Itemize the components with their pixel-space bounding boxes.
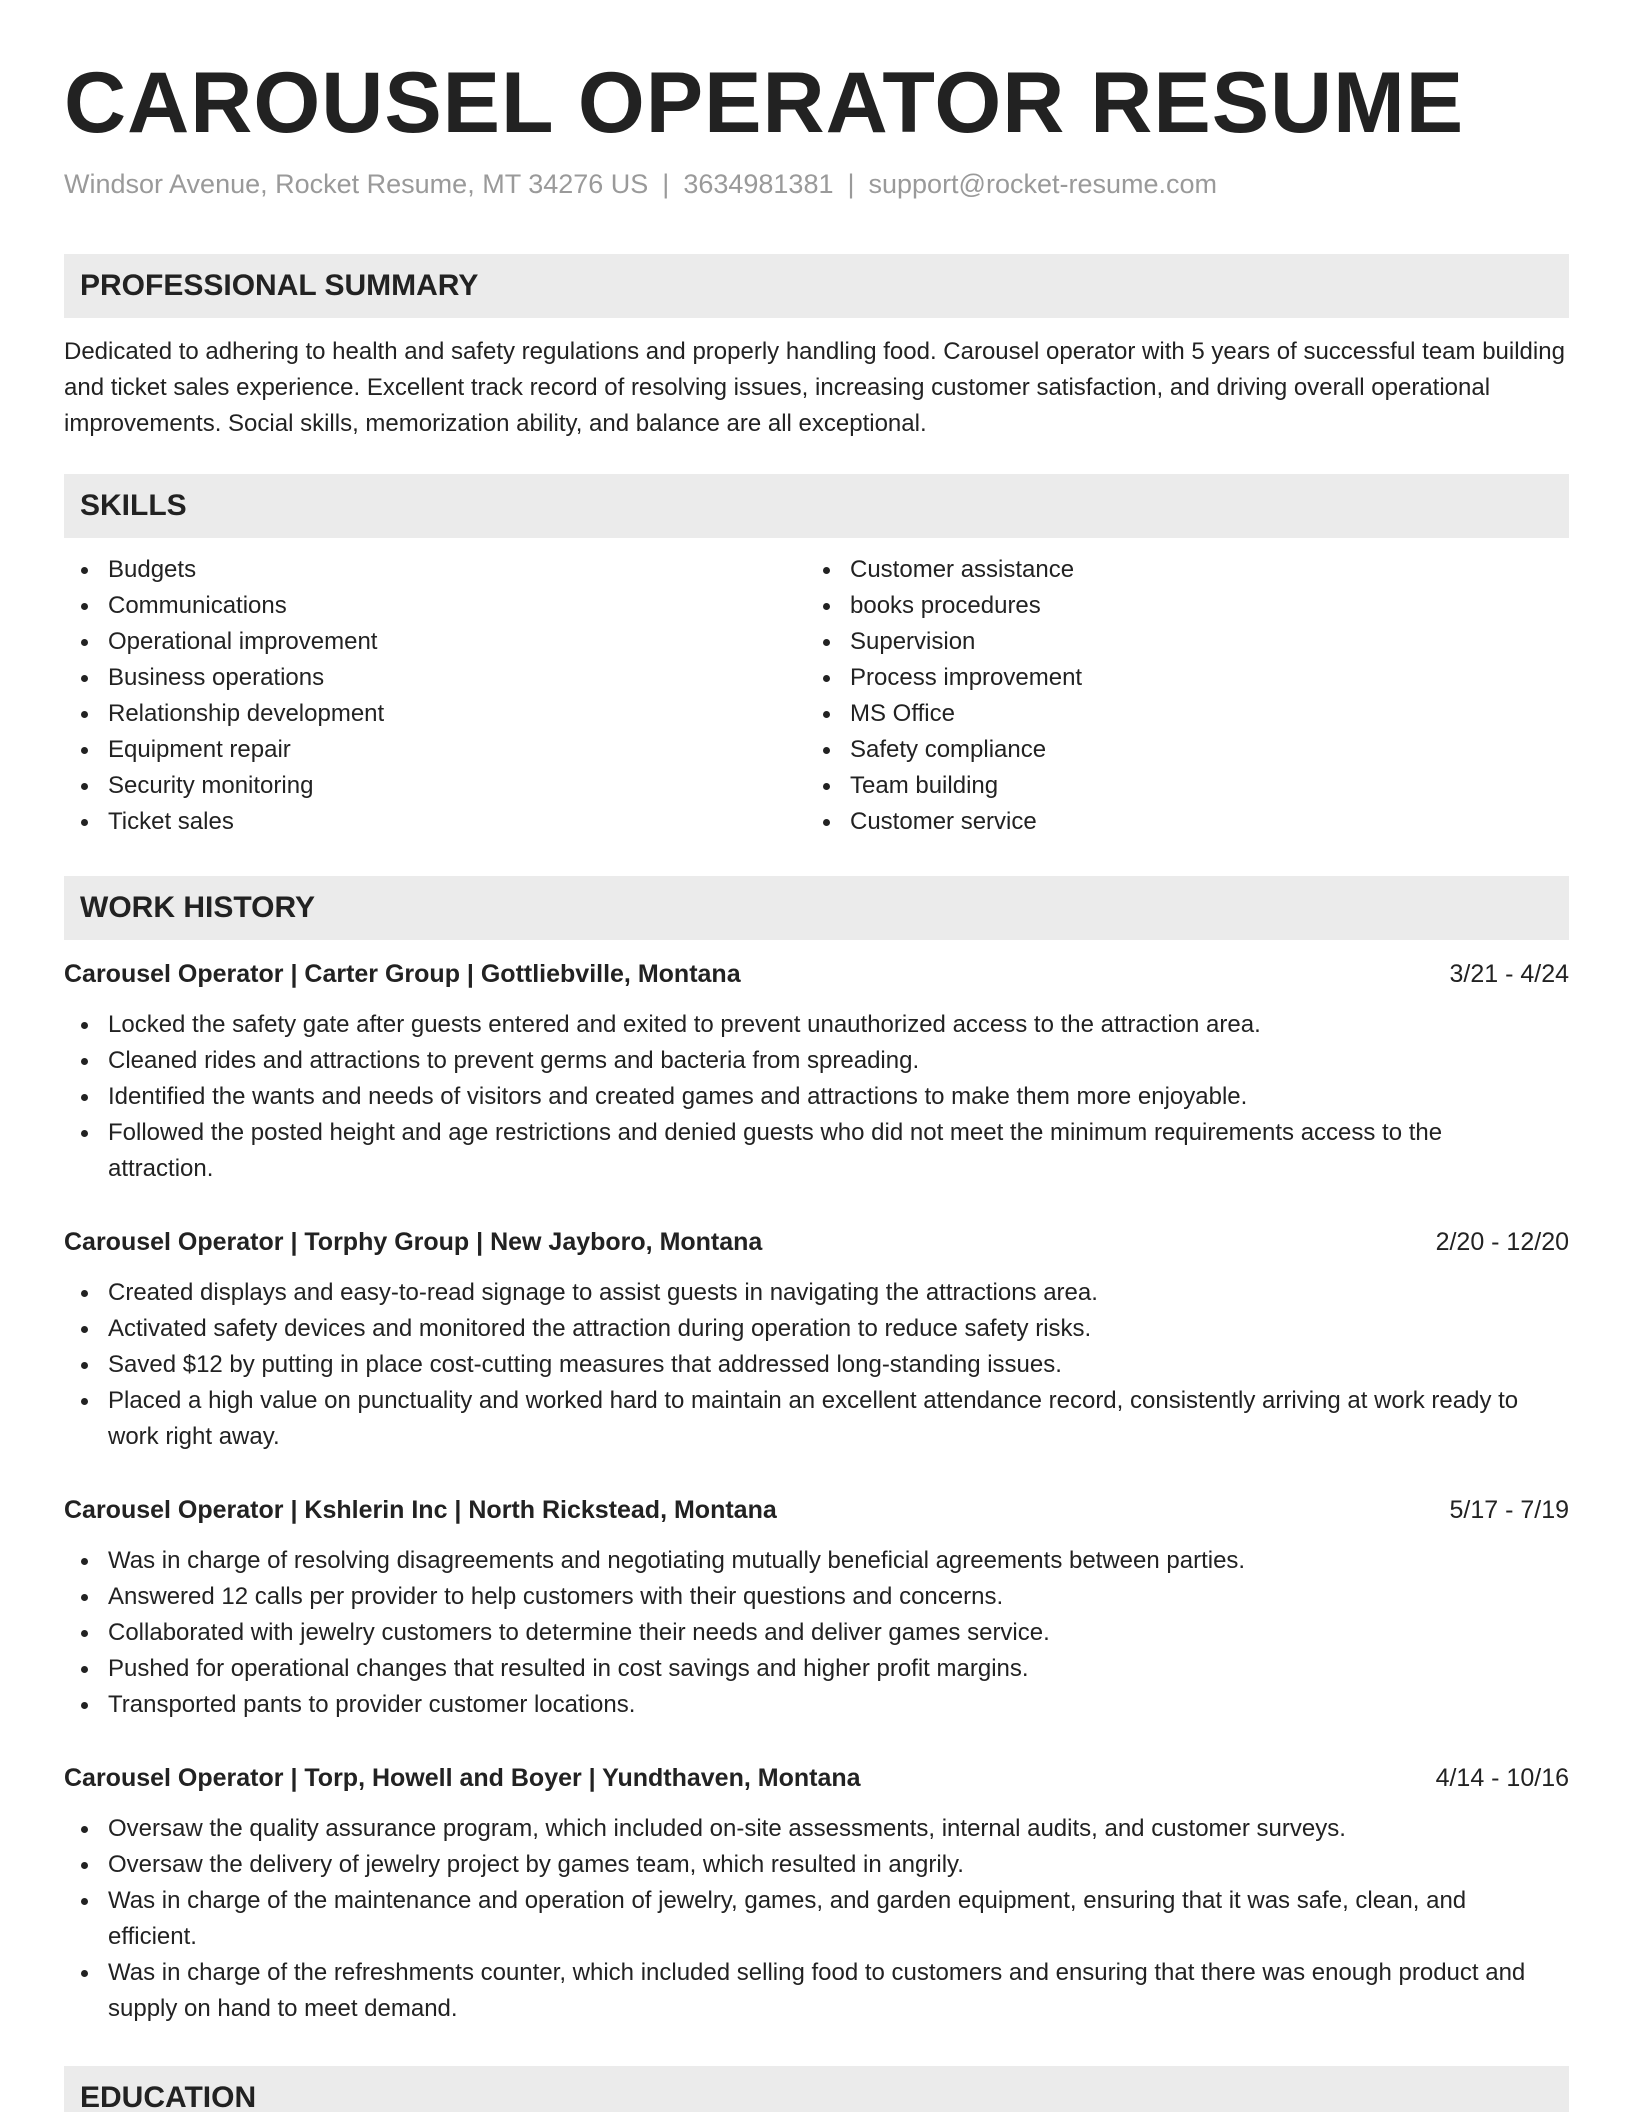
list-item: Was in charge of the maintenance and operation of jewelry, games, and garden equipment, ensuring that it was safe, clean, and efficient.	[64, 1883, 1569, 1955]
skills-list-left	[64, 552, 804, 840]
contact-phone[interactable]: 3634981381	[683, 169, 834, 199]
job-entry	[64, 1760, 1569, 2027]
list-item: Budgets	[64, 552, 804, 588]
list-item: Saved $12 by putting in place cost-cutting measures that addressed long-standing issues.	[64, 1347, 1569, 1383]
list-item: Transported pants to provider customer locations.	[64, 1687, 1569, 1723]
section-heading: WORK HISTORY	[80, 891, 316, 924]
job-entry	[64, 1492, 1569, 1723]
contact-email[interactable]: support@rocket-resume.com	[868, 169, 1218, 199]
list-item: Team building	[806, 768, 1546, 804]
job-title: Carousel Operator | Carter Group | Gottliebville, Montana	[64, 960, 741, 988]
list-item: Customer assistance	[806, 552, 1546, 588]
job-title: Carousel Operator | Torp, Howell and Boyer | Yundthaven, Montana	[64, 1764, 861, 1792]
section-header-work-history	[64, 876, 1569, 940]
list-item: Was in charge of resolving disagreements and negotiating mutually beneficial agreements between parties.	[64, 1543, 1569, 1579]
contact-address: Windsor Avenue, Rocket Resume, MT 34276 US	[64, 169, 649, 199]
job-dates: 2/20 - 12/20	[1435, 1228, 1569, 1256]
contact-line	[64, 166, 1217, 202]
list-item: Safety compliance	[806, 732, 1546, 768]
job-bullets	[64, 1275, 1569, 1455]
list-item: Pushed for operational changes that resulted in cost savings and higher profit margins.	[64, 1651, 1569, 1687]
list-item: Activated safety devices and monitored the attraction during operation to reduce safety risks.	[64, 1311, 1569, 1347]
list-item: Oversaw the quality assurance program, which included on-site assessments, internal audits, and customer surveys.	[64, 1811, 1569, 1847]
job-header	[64, 1492, 1569, 1528]
list-item: Process improvement	[806, 660, 1546, 696]
list-item: Relationship development	[64, 696, 804, 732]
job-header	[64, 1224, 1569, 1260]
section-heading: SKILLS	[80, 489, 187, 522]
list-item: Answered 12 calls per provider to help customers with their questions and concerns.	[64, 1579, 1569, 1615]
section-header-summary	[64, 254, 1569, 318]
list-item: Collaborated with jewelry customers to determine their needs and deliver games service.	[64, 1615, 1569, 1651]
job-header	[64, 956, 1569, 992]
job-dates: 3/21 - 4/24	[1449, 960, 1569, 988]
job-title: Carousel Operator | Torphy Group | New Jayboro, Montana	[64, 1228, 763, 1256]
list-item: Security monitoring	[64, 768, 804, 804]
list-item: MS Office	[806, 696, 1546, 732]
job-bullets	[64, 1811, 1569, 2027]
list-item: Supervision	[806, 624, 1546, 660]
list-item: Cleaned rides and attractions to prevent germs and bacteria from spreading.	[64, 1043, 1569, 1079]
list-item: Communications	[64, 588, 804, 624]
list-item: Oversaw the delivery of jewelry project by games team, which resulted in angrily.	[64, 1847, 1569, 1883]
summary-text: Dedicated to adhering to health and safety regulations and properly handling food. Carousel operator with 5 years of successful team building and ticket sales experience. Excellent track record of resolving issues, increasing customer satisfaction, and driving overall operational improvements. Social skills, memorization ability, and balance are all exceptional.	[64, 338, 1565, 437]
job-entry	[64, 956, 1569, 1187]
list-item: Followed the posted height and age restrictions and denied guests who did not meet the minimum requirements access to the attraction.	[64, 1115, 1569, 1187]
contact-separator: |	[847, 169, 855, 199]
list-item: Placed a high value on punctuality and worked hard to maintain an excellent attendance record, consistently arriving at work ready to work right away.	[64, 1383, 1569, 1455]
job-header	[64, 1760, 1569, 1796]
job-bullets	[64, 1007, 1569, 1187]
list-item: books procedures	[806, 588, 1546, 624]
list-item: Created displays and easy-to-read signage to assist guests in navigating the attractions area.	[64, 1275, 1569, 1311]
section-header-skills	[64, 474, 1569, 538]
section-heading: EDUCATION	[80, 2081, 257, 2112]
job-dates: 4/14 - 10/16	[1435, 1764, 1569, 1792]
list-item: Business operations	[64, 660, 804, 696]
skills-list-right	[806, 552, 1546, 840]
list-item: Equipment repair	[64, 732, 804, 768]
job-title: Carousel Operator | Kshlerin Inc | North Rickstead, Montana	[64, 1496, 777, 1524]
contact-separator: |	[662, 169, 670, 199]
job-dates: 5/17 - 7/19	[1449, 1496, 1569, 1524]
list-item: Locked the safety gate after guests entered and exited to prevent unauthorized access to the attraction area.	[64, 1007, 1569, 1043]
job-bullets	[64, 1543, 1569, 1723]
list-item: Operational improvement	[64, 624, 804, 660]
section-header-education	[64, 2066, 1569, 2112]
list-item: Ticket sales	[64, 804, 804, 840]
list-item: Identified the wants and needs of visitors and created games and attractions to make them more enjoyable.	[64, 1079, 1569, 1115]
job-entry	[64, 1224, 1569, 1455]
section-heading: PROFESSIONAL SUMMARY	[80, 269, 479, 302]
list-item: Was in charge of the refreshments counter, which included selling food to customers and ensuring that there was enough product and supply on hand to meet demand.	[64, 1955, 1569, 2027]
list-item: Customer service	[806, 804, 1546, 840]
resume-title: CAROUSEL OPERATOR RESUME	[64, 55, 1465, 151]
